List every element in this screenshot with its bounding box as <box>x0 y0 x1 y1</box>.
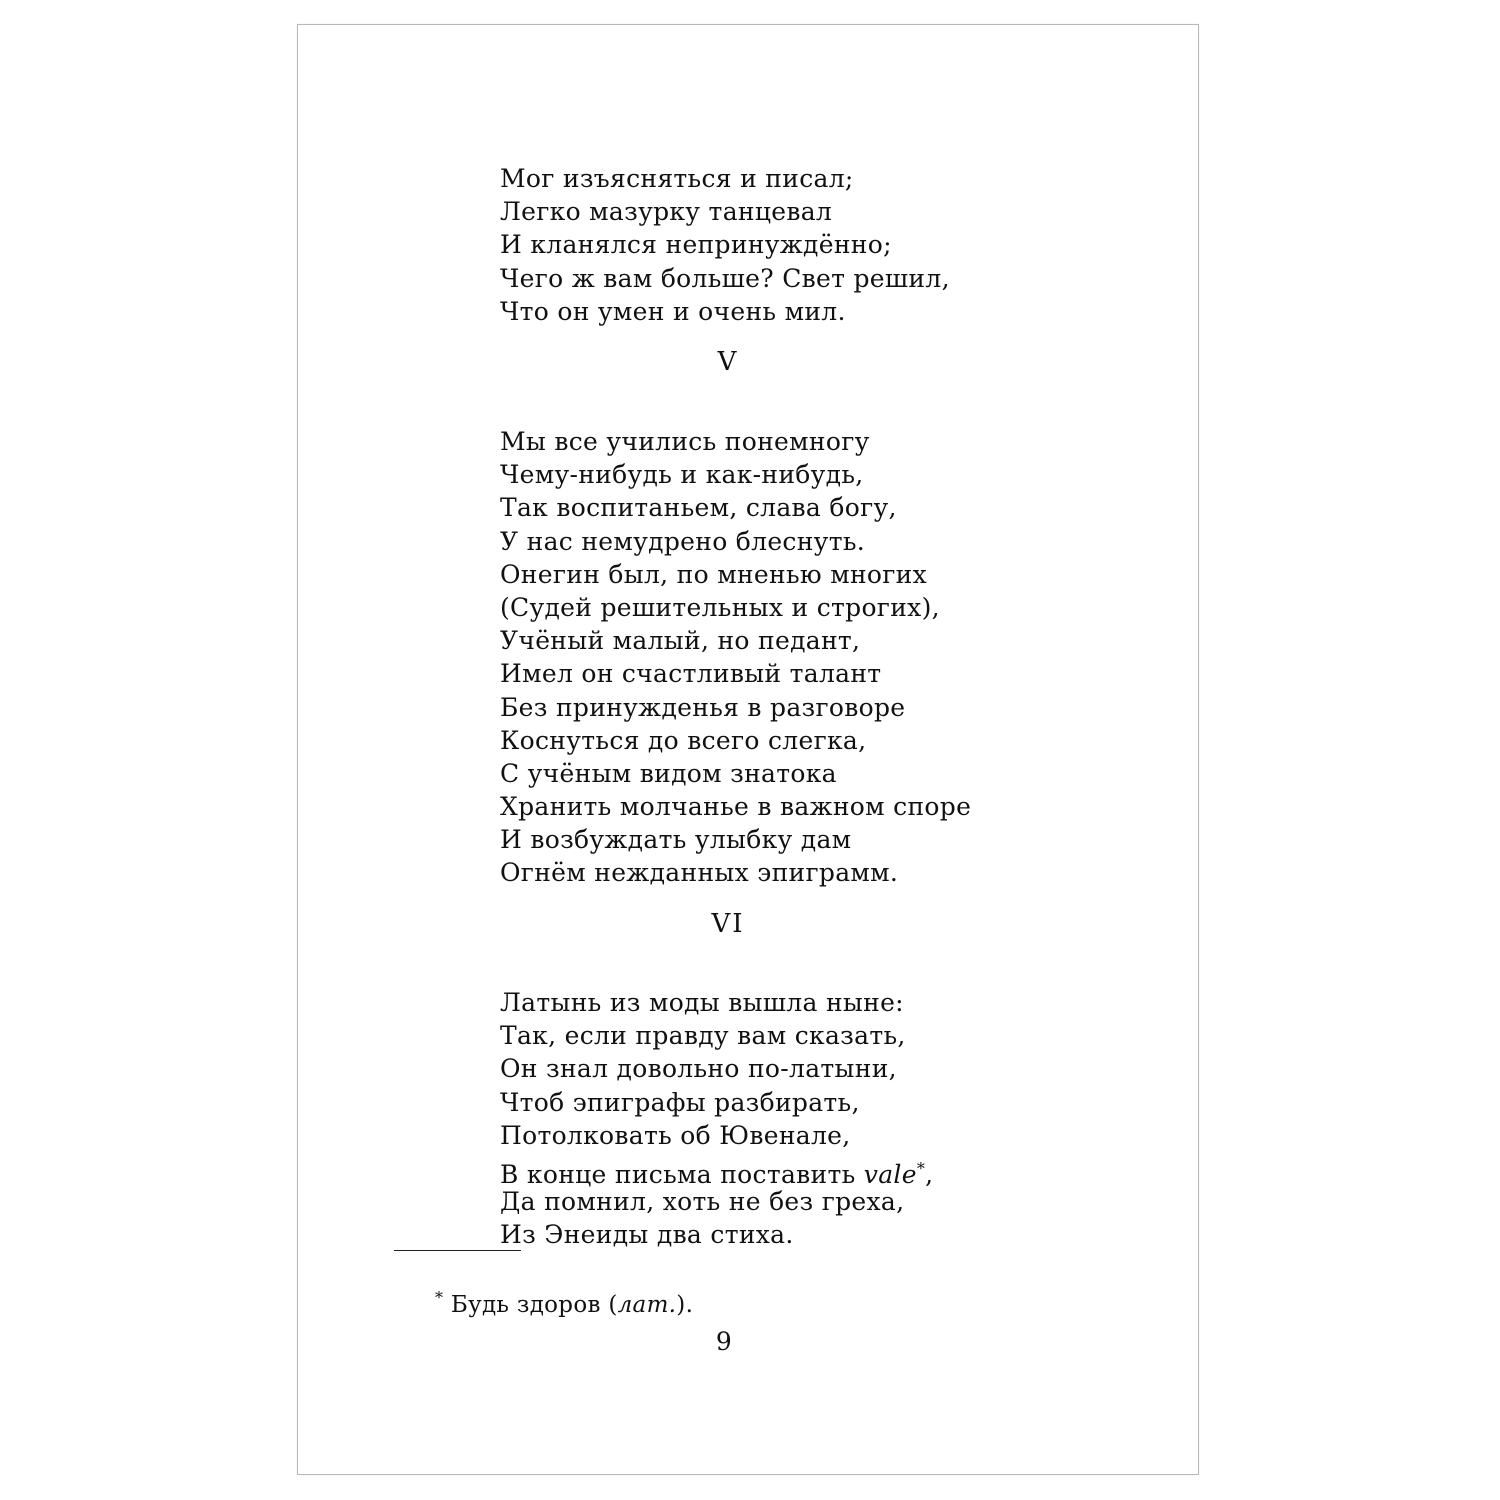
verse-line: Онегин был, по мненью многих <box>500 559 928 589</box>
footnote-marker: * <box>916 1158 926 1178</box>
verse-line: Да помнил, хоть не без греха, <box>500 1187 905 1217</box>
verse-line: И кланялся непринуждённо; <box>500 230 892 260</box>
verse-line: Что он умен и очень мил. <box>500 296 846 326</box>
verse-line: Латынь из моды вышла ныне: <box>500 988 904 1017</box>
footnote-divider <box>394 1250 521 1251</box>
verse-line: Чтоб эпиграфы разбирать, <box>500 1087 860 1117</box>
verse-line: С учёным видом знатока <box>500 758 837 788</box>
verse-line: Так, если правду вам сказать, <box>500 1021 906 1051</box>
stanza-v <box>500 425 971 890</box>
stanza-iv-ending <box>500 162 950 328</box>
verse-line: Учёный малый, но педант, <box>500 626 861 656</box>
latin-word: vale <box>863 1159 917 1189</box>
verse-line: Так воспитаньем, слава богу, <box>500 493 897 523</box>
footnote <box>435 1283 693 1320</box>
verse-line: Он знал довольно по-латыни, <box>500 1054 897 1084</box>
verse-line: Легко мазурку танцевал <box>500 197 833 227</box>
verse-line-with-footnote <box>500 1152 934 1189</box>
verse-line: Имел он счастливый талант <box>500 659 882 689</box>
verse-line-punctuation: , <box>925 1159 934 1189</box>
book-page <box>297 24 1199 1475</box>
verse-line-text: В конце письма поставить <box>500 1159 864 1189</box>
footnote-text: Будь здоров ( <box>443 1292 618 1318</box>
verse-line: Мы все учились понемногу <box>500 427 870 456</box>
stanza-numeral-vi: VI <box>711 909 745 939</box>
page-number: 9 <box>715 1327 733 1356</box>
verse-line: (Судей решительных и строгих), <box>500 592 940 622</box>
footnote-mark: * <box>435 1288 444 1307</box>
verse-line: Из Энеиды два стиха. <box>500 1220 794 1250</box>
verse-line: Потолковать об Ювенале, <box>500 1120 851 1150</box>
verse-line: Коснуться до всего слегка, <box>500 725 867 755</box>
footnote-text-end: ). <box>676 1292 694 1318</box>
verse-line: Огнём нежданных эпиграмм. <box>500 858 899 888</box>
verse-line: Без принужденья в разговоре <box>500 692 906 722</box>
stanza-numeral-v: V <box>717 347 739 377</box>
footnote-abbrev: лат. <box>617 1292 677 1318</box>
verse-line: Чего ж вам больше? Свет решил, <box>500 263 950 293</box>
verse-line: Хранить молчанье в важном споре <box>500 792 972 822</box>
verse-line: Чему-нибудь и как-нибудь, <box>500 460 864 490</box>
verse-line: Мог изъясняться и писал; <box>500 164 854 193</box>
verse-line: И возбуждать улыбку дам <box>500 825 852 855</box>
stanza-vi <box>500 986 933 1252</box>
verse-line: У нас немудрено блеснуть. <box>500 526 865 556</box>
